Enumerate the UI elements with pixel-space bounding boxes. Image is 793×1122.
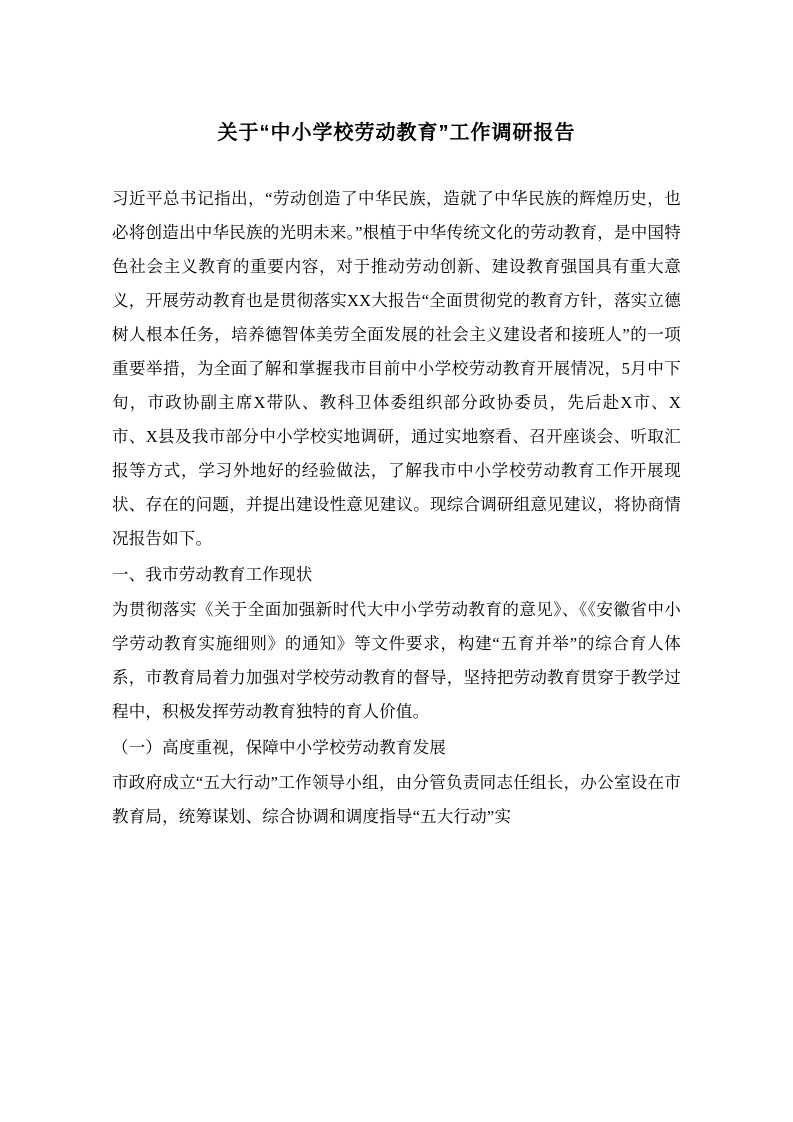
paragraph-body: 市政府成立“五大行动”工作领导小组，由分管负责同志任组长，办公室设在市教育局，统筹谋划、综合协调和调度指导“五大行动”实: [112, 772, 681, 826]
page-title: 关于“中小学校劳动教育”工作调研报告: [217, 122, 576, 144]
paragraph-body: 习近平总书记指出，“劳动创造了中华民族，造就了中华民族的辉煌历史，也必将创造出中华民族的光明未来。”根植于中华传统文化的劳动教育，是中国特色社会主义教育的重要内容，对于推动劳动创新、建设教育强国具有重大意义，开展劳动教育也是贯彻落实XX大报告“全面贯彻党的教育方针，落实立德树人根本任务，培养德智体美劳全面发展的社会主义建设者和接班人”的一项重要举措，为全面了解和掌握我市目前中小学校劳动教育开展情况，5月中下旬，市政协副主席X带队、教科卫体委组织部分政协委员，先后赴X市、X市、X县及我市部分中小学校实地调研，通过实地察看、召开座谈会、听取汇报等方式，学习外地好的经验做法，了解我市中小学校劳动教育工作开展现状、存在的问题，并提出建设性意见建议。现综合调研组意见建议，将协商情况报告如下。: [112, 189, 681, 548]
subsection-heading: （一）高度重视，保障中小学校劳动教育发展: [112, 737, 446, 757]
paragraph-body: 为贯彻落实《关于全面加强新时代大中小学劳动教育的意见》、《《安徽省中小学劳动教育实施细则》的通知》等文件要求，构建“五育并举”的综合育人体系，市教育局着力加强对学校劳动教育的督导，坚持把劳动教育贯穿于教学过程中，积极发挥劳动教育独特的育人价值。: [112, 599, 681, 721]
section-heading: 一、我市劳动教育工作现状: [112, 564, 313, 584]
